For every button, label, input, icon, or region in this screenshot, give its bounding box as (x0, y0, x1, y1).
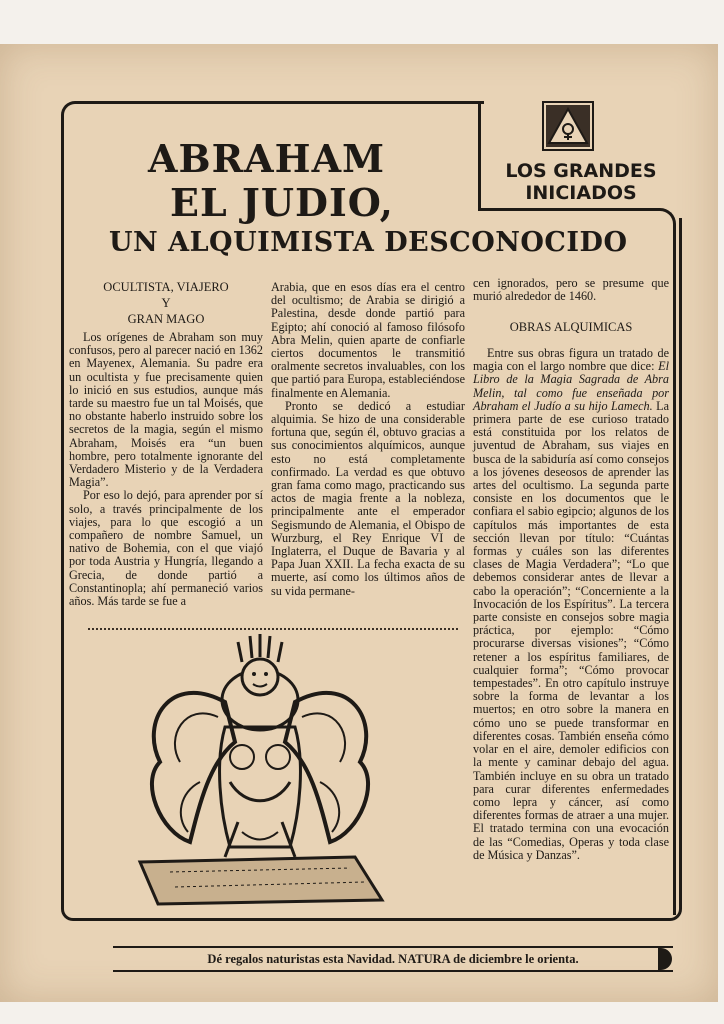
section-label-line-1: LOS GRANDES (505, 160, 657, 182)
paragraph: cen ignorados, pero se presume que murió alrededor de 1460. (473, 276, 669, 304)
article-column-3 (473, 347, 669, 862)
article-column-2 (271, 281, 465, 598)
headline-line-1: ABRAHAM (148, 136, 386, 181)
subheading-obras-alquimicas: OBRAS ALQUIMICAS (509, 320, 633, 334)
paragraph: Los orígenes de Abraham son muy confusos, pero al parecer nació en 1362 en Mayenex, Alemania. Su padre era un ocultista y fue precisamente quien lo inició en sus estudios, aunque más tarde su maestro fue un tal Moisés, que no obstante haberlo instruido sobre los secretos de la magia, según el mismo Abraham, Moisés era “un buen hombre, pero totalmente ignorante del Verdadero Misterio y de la Verdadera Magia”. (69, 330, 263, 490)
section-label-line-2: INICIADOS (525, 182, 637, 204)
triangle-emblem-icon (542, 101, 594, 151)
subheading-ocultista (69, 279, 263, 327)
headline-subtitle: UN ALQUIMISTA DESCONOCIDO (109, 227, 628, 258)
book-title: El Libro de la Magia Sagrada de Abra Melin, tal como fue enseñada por Abraham el Judío a su hijo Lamech. (473, 359, 669, 413)
footer-advertisement: Dé regalos naturistas esta Navidad. NATURA de diciembre le orienta. (113, 946, 673, 972)
paragraph-text: Entre sus obras figura un tratado de magia con el largo nombre que dice: (473, 346, 669, 374)
paragraph-text: La primera parte de ese curioso tratado está constituida por los relatos de juventud de Abraham, sus viajes en busca de la sabiduría así como consejos a los jóvenes deseosos de aprender las artes del ocultismo. La segunda parte consiste en los documentos que le confiara el sabio egipcio; algunos de los capítulos más importantes de esta sección llevan por título: “Cuántas formas y cuáles son las diferentes clases de Magia Verdadera”; “Lo que debemos considerar antes de llevar a cabo la operación”; “Concerniente a la Invocación de los Espíritus”. La tercera parte consiste en consejos sobre magia práctica, por ejemplo: “Cómo procurarse diversas visiones”; “Cómo retener a los espíritus familiares, de cualquier forma”; “Cómo provocar tempestades”. En otro capítulo instruye sobre la forma de levantar a los muertos; en otro sobre la manera en cómo uno se puede transformar en diferentes cosas. También enseña cómo volar en el aire, demoler edificios con la mente y caminar debajo del agua. También incluye en su obra un tratado para curar diferentes enfermedades como lepra y cáncer, así como diferentes formas de atraer a una mujer. El tratado termina con una evocación de las “Comedias, Operas y toda clase de Música y Danzas”. (473, 398, 669, 862)
subheading-line-3: GRAN MAGO (127, 312, 205, 326)
alchemical-engraving-icon (130, 632, 390, 910)
paragraph: Por eso lo dejó, para aprender por sí solo, a través principalmente de los viajes, para lo que escogió a un compañero de nombre Samuel, un nativo de Bohemia, con el que viajó por toda Austria y Hungría, llegando a Grecia, de donde partió a Constantinopla; ahí permaneció varios años. Más tarde se fue a (69, 488, 263, 609)
paragraph (473, 347, 669, 862)
subheading-line-1: OCULTISTA, VIAJERO (103, 280, 229, 294)
subheading-line-2: Y (161, 296, 171, 310)
article-column-3-top (473, 277, 669, 303)
article-frame-step-horizontal (478, 208, 659, 211)
section-label (486, 160, 676, 204)
paragraph: Arabia, que en esos días era el centro del ocultismo; de Arabia se dirigió a Palestina, desde donde partió para Egipto; ahí conoció al famoso filósofo Abra Melin, quien aparte de confiarle ciertos documentos le transmitió oralmente secretos invaluables, con los que partió para Europa, estableciéndose finalmente en Alemania. (271, 280, 465, 400)
paragraph: Pronto se dedicó a estudiar alquimia. Se hizo de una considerable fortuna que, según él, obtuvo gracias a sus conocimientos alquímicos, aunque esto no está completamente confirmado. La verdad es que obtuvo gran fama como mago, practicando sus actos de magia frente a la nobleza, principalmente ante el emperador Segismundo de Alemania, el Obispo de Wurzburg, el Rey Enrique VI de Inglaterra, el Duque de Bavaria y al Papa Juan XXII. La fecha exacta de su muerte, así como los últimos años de su vida permane- (271, 398, 465, 598)
article-column-1 (69, 331, 263, 608)
headline-line-2: EL JUDIO, (170, 180, 394, 225)
article-frame-step (478, 101, 481, 211)
